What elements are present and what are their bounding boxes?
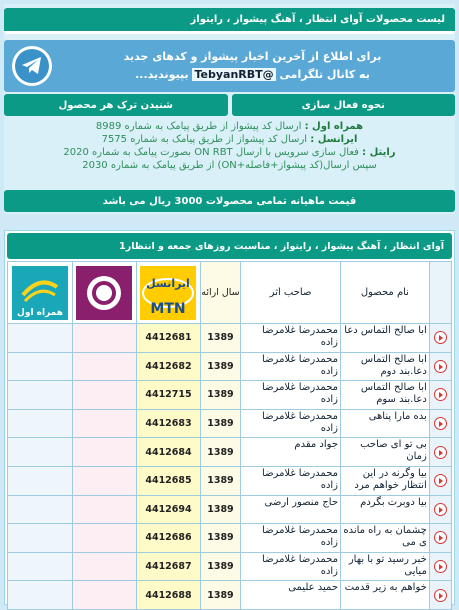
svg-text:MTN: MTN	[150, 300, 187, 317]
product-year: 1389	[200, 552, 240, 581]
product-name: بی تو ای صاحب زمان	[341, 438, 430, 467]
mci-text: ارسال کد پیشواز از طریق پیامک به شماره 8989	[95, 121, 302, 132]
info-tabs	[4, 94, 455, 116]
irancell-code[interactable]: 4412686	[137, 524, 201, 553]
svg-text:همراه اول: همراه اول	[16, 307, 63, 318]
mci-code	[8, 409, 73, 438]
play-icon[interactable]	[434, 417, 447, 430]
product-artist: محمدرضا غلامرضا زاده	[241, 552, 341, 581]
table-row	[8, 524, 452, 553]
product-year: 1389	[200, 524, 240, 553]
product-name: ابا صالح التماس دعا.بند دوم	[341, 352, 430, 381]
play-icon[interactable]	[434, 503, 447, 516]
tab-activation[interactable]: نحوه فعال سازی	[232, 94, 456, 116]
rightel-code	[72, 581, 137, 610]
play-icon[interactable]	[434, 474, 447, 487]
play-icon[interactable]	[434, 589, 447, 602]
rightel-label: رایتل :	[362, 147, 396, 158]
irancell-code[interactable]: 4412685	[137, 466, 201, 495]
product-artist: جواد مقدم	[241, 438, 341, 467]
telegram-banner[interactable]	[4, 40, 455, 92]
rightel-code	[72, 352, 137, 381]
mci-code	[8, 438, 73, 467]
rightel-instruction-2: سپس ارسال(کد پیشواز+فاصله+ON) از طریق پیامک به شماره 2030	[82, 160, 377, 171]
mci-code	[8, 352, 73, 381]
mci-code	[8, 324, 73, 353]
mci-code	[8, 552, 73, 581]
product-artist: محمدرضا غلامرضا زاده	[241, 466, 341, 495]
product-artist: محمدرضا غلامرضا زاده	[241, 524, 341, 553]
table-row	[8, 438, 452, 467]
mci-logo	[8, 262, 73, 324]
telegram-line-2-prefix: به کانال تلگرامی	[279, 68, 370, 81]
table-row	[8, 466, 452, 495]
play-icon[interactable]	[434, 446, 447, 459]
telegram-icon[interactable]	[12, 46, 52, 86]
header-year: سال ارائه	[200, 262, 240, 324]
mci-instruction	[4, 120, 455, 133]
rightel-code	[72, 438, 137, 467]
play-cell	[429, 495, 451, 524]
product-artist: حاج منصور ارضی	[241, 495, 341, 524]
irancell-code[interactable]: 4412715	[137, 381, 201, 410]
rightel-logo	[72, 262, 137, 324]
table-row	[8, 552, 452, 581]
play-cell	[429, 524, 451, 553]
product-artist: محمدرضا غلامرضا زاده	[241, 324, 341, 353]
irancell-code[interactable]: 4412682	[137, 352, 201, 381]
play-cell	[429, 352, 451, 381]
play-icon[interactable]	[434, 531, 447, 544]
product-artist: محمدرضا غلامرضا زاده	[241, 381, 341, 410]
play-cell	[429, 552, 451, 581]
play-cell	[429, 581, 451, 610]
irancell-code[interactable]: 4412683	[137, 409, 201, 438]
rightel-code	[72, 324, 137, 353]
table-row	[8, 581, 452, 610]
telegram-line-2	[60, 66, 445, 84]
rightel-code	[72, 409, 137, 438]
product-year: 1389	[200, 466, 240, 495]
header-name: نام محصول	[341, 262, 430, 324]
header-play	[429, 262, 451, 324]
irancell-text: ارسال کد پیشواز از طریق پیامک به شماره 7575	[101, 134, 308, 145]
product-year: 1389	[200, 381, 240, 410]
product-name: ابا صالح التماس دعا.بند سوم	[341, 381, 430, 410]
rightel-code	[72, 381, 137, 410]
product-name: ابا صالح التماس دعا	[341, 324, 430, 353]
product-year: 1389	[200, 409, 240, 438]
irancell-code[interactable]: 4412687	[137, 552, 201, 581]
play-cell	[429, 381, 451, 410]
product-year: 1389	[200, 352, 240, 381]
rightel-code	[72, 552, 137, 581]
rightel-instruction	[4, 146, 455, 159]
table-row	[8, 324, 452, 353]
product-year: 1389	[200, 438, 240, 467]
page-title: لیست محصولات آوای انتظار ، آهنگ پیشواز ، رایتواز	[4, 8, 455, 34]
mci-code	[8, 524, 73, 553]
play-cell	[429, 466, 451, 495]
play-icon[interactable]	[434, 560, 447, 573]
irancell-mtn-logo	[137, 262, 201, 324]
play-cell	[429, 324, 451, 353]
product-name: خبر رسید تو با بهار میایی	[341, 552, 430, 581]
product-artist: حمید علیمی	[241, 581, 341, 610]
irancell-label: ایرانسل :	[310, 134, 358, 145]
top-section	[4, 4, 455, 214]
play-cell	[429, 409, 451, 438]
play-icon[interactable]	[434, 331, 447, 344]
product-year: 1389	[200, 495, 240, 524]
telegram-handle[interactable]: @TebyanRBT	[194, 68, 274, 81]
products-panel	[4, 230, 455, 605]
product-name: بیا وگرنه در این انتظار خواهم مرد	[341, 466, 430, 495]
rightel-code	[72, 495, 137, 524]
irancell-code[interactable]: 4412684	[137, 438, 201, 467]
rightel-code	[72, 466, 137, 495]
mci-code	[8, 495, 73, 524]
telegram-line-1: برای اطلاع از آخرین اخبار پیشواز و کدهای جدید	[123, 50, 382, 63]
table-row	[8, 409, 452, 438]
play-icon[interactable]	[434, 388, 447, 401]
telegram-line-2-suffix: بپیوندید...	[135, 68, 189, 81]
rightel-text-1: فعال سازی سرویس با ارسال ON RBT بصورت پیامک به شماره 2020	[63, 147, 359, 158]
table-row	[8, 352, 452, 381]
panel-title: آوای انتظار ، آهنگ پیشواز ، رایتواز ، مناسبت روزهای جمعه و انتظار1	[7, 233, 452, 259]
table-row	[8, 381, 452, 410]
products-table	[7, 261, 452, 610]
mci-code	[8, 466, 73, 495]
irancell-instruction	[4, 133, 455, 146]
mci-code	[8, 381, 73, 410]
product-year: 1389	[200, 581, 240, 610]
table-row	[8, 495, 452, 524]
price-banner: قیمت ماهیانه تمامی محصولات 3000 ریال می باشد	[4, 190, 455, 212]
product-artist: محمدرضا غلامرضا زاده	[241, 352, 341, 381]
rightel-code	[72, 524, 137, 553]
irancell-code[interactable]: 4412694	[137, 495, 201, 524]
product-name: بیا دوبرت بگردم	[341, 495, 430, 524]
table-header-row	[8, 262, 452, 324]
header-artist: صاحب اثر	[241, 262, 341, 324]
irancell-code[interactable]: 4412688	[137, 581, 201, 610]
irancell-code[interactable]: 4412681	[137, 324, 201, 353]
product-year: 1389	[200, 324, 240, 353]
product-name: بده مارا پناهی	[341, 409, 430, 438]
activation-info	[4, 120, 455, 188]
play-cell	[429, 438, 451, 467]
tab-listen[interactable]: شنیدن ترک هر محصول	[4, 94, 228, 116]
product-name: خواهم به زیر قدمت	[341, 581, 430, 610]
svg-text:ایرانسل: ایرانسل	[146, 276, 191, 290]
product-artist: محمدرضا غلامرضا زاده	[241, 409, 341, 438]
product-name: چشمان به راه مانده ی می	[341, 524, 430, 553]
mci-code	[8, 581, 73, 610]
mci-label: همراه اول :	[304, 121, 364, 132]
play-icon[interactable]	[434, 360, 447, 373]
